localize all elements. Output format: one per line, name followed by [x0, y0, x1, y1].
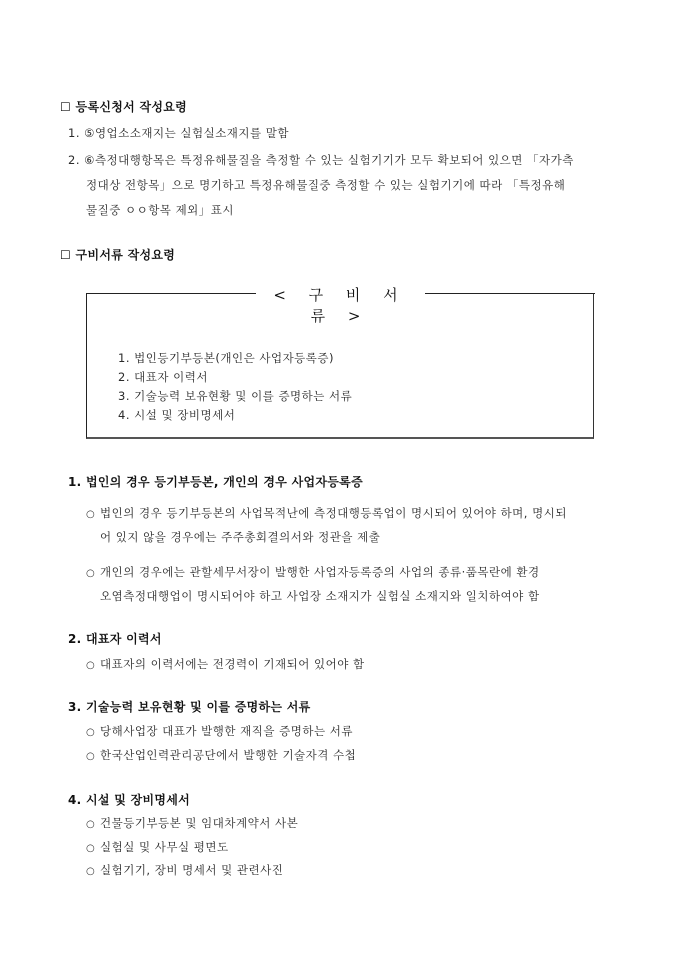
- detail-3-bullet-2: [86, 747, 356, 763]
- box-item-3: 3. 기술능력 보유현황 및 이를 증명하는 서류: [118, 389, 353, 403]
- bullet-text: 한국산업인력관리공단에서 발행한 기술자격 수첩: [100, 748, 357, 762]
- detail-heading-2: 2. 대표자 이력서: [68, 632, 162, 646]
- checkbox-square-icon: ☐: [60, 100, 72, 114]
- box-item-4: 4. 시설 및 장비명세서: [118, 408, 236, 422]
- bullet-text: 실험기기, 장비 명세서 및 관련사진: [100, 863, 284, 877]
- section-title: 등록신청서 작성요령: [75, 100, 188, 114]
- bullet-circle-icon: ○: [86, 568, 96, 579]
- bullet-text: 개인의 경우에는 관할세무서장이 발행한 사업자등록증의 사업의 종류·품목란에 환경: [100, 565, 540, 579]
- detail-1-bullet-1-line-2: 어 있지 않을 경우에는 주주총회결의서와 정관을 제출: [100, 530, 381, 544]
- detail-heading-3: 3. 기술능력 보유현황 및 이를 증명하는 서류: [68, 700, 311, 714]
- item-number: 1.: [68, 126, 80, 140]
- bullet-text: 법인의 경우 등기부등본의 사업목적난에 측정대행등록업이 명시되어 있어야 하며, 명시되: [100, 506, 567, 520]
- detail-3-bullet-1: [86, 723, 353, 739]
- bullet-circle-icon: ○: [86, 509, 96, 520]
- detail-1-bullet-2-line-2: 오염측정대행업이 명시되어야 하고 사업장 소재지가 실험실 소재지와 일치하여야 함: [100, 589, 540, 603]
- bullet-circle-icon: ○: [86, 843, 96, 854]
- section-heading-registration-guide: [60, 98, 187, 115]
- bullet-circle-icon: ○: [86, 819, 96, 830]
- guide-item-2-line-2: 정대상 전항목」으로 명기하고 특정유해물질중 측정할 수 있는 실험기기에 따라 「특정유해: [86, 178, 566, 192]
- item-text: ⑥측정대행항목은 특정유해물질을 측정할 수 있는 실험기기가 모두 확보되어 있으면 「자가측: [84, 153, 574, 167]
- guide-item-2: [68, 152, 574, 168]
- item-number: 2.: [68, 153, 80, 167]
- bullet-text: 당해사업장 대표가 발행한 재직을 증명하는 서류: [100, 724, 353, 738]
- detail-4-bullet-3: [86, 862, 283, 878]
- detail-heading-1: 1. 법인의 경우 등기부등본, 개인의 경우 사업자등록증: [68, 475, 363, 489]
- box-item-1: 1. 법인등기부등본(개인은 사업자등록증): [118, 351, 334, 365]
- guide-item-1: [68, 125, 289, 141]
- box-title: < 구 비 서 류 >: [273, 286, 407, 325]
- box-top-border-left: [86, 293, 256, 294]
- section-title: 구비서류 작성요령: [75, 248, 176, 262]
- section-heading-documents-guide: [60, 246, 175, 263]
- bullet-text: 건물등기부등본 및 임대차계약서 사본: [100, 816, 299, 830]
- bullet-circle-icon: ○: [86, 866, 96, 877]
- box-item-2: 2. 대표자 이력서: [118, 370, 208, 384]
- bullet-circle-icon: ○: [86, 727, 96, 738]
- checkbox-square-icon: ☐: [60, 248, 72, 262]
- item-text: ⑤영업소소재지는 실험실소재지를 말함: [84, 126, 290, 140]
- bullet-circle-icon: ○: [86, 751, 96, 762]
- bullet-text: 실험실 및 사무실 평면도: [100, 840, 229, 854]
- detail-4-bullet-2: [86, 839, 229, 855]
- detail-1-bullet-1: [86, 505, 567, 521]
- detail-2-bullet-1: [86, 656, 365, 672]
- detail-heading-4: 4. 시설 및 장비명세서: [68, 793, 191, 807]
- detail-4-bullet-1: [86, 815, 298, 831]
- box-top-border-right: [425, 293, 595, 294]
- bullet-circle-icon: ○: [86, 660, 96, 671]
- detail-1-bullet-2: [86, 564, 540, 580]
- guide-item-2-line-3: 물질중 ㅇㅇ항목 제외」표시: [86, 203, 235, 217]
- bullet-text: 대표자의 이력서에는 전경력이 기재되어 있어야 함: [100, 657, 365, 671]
